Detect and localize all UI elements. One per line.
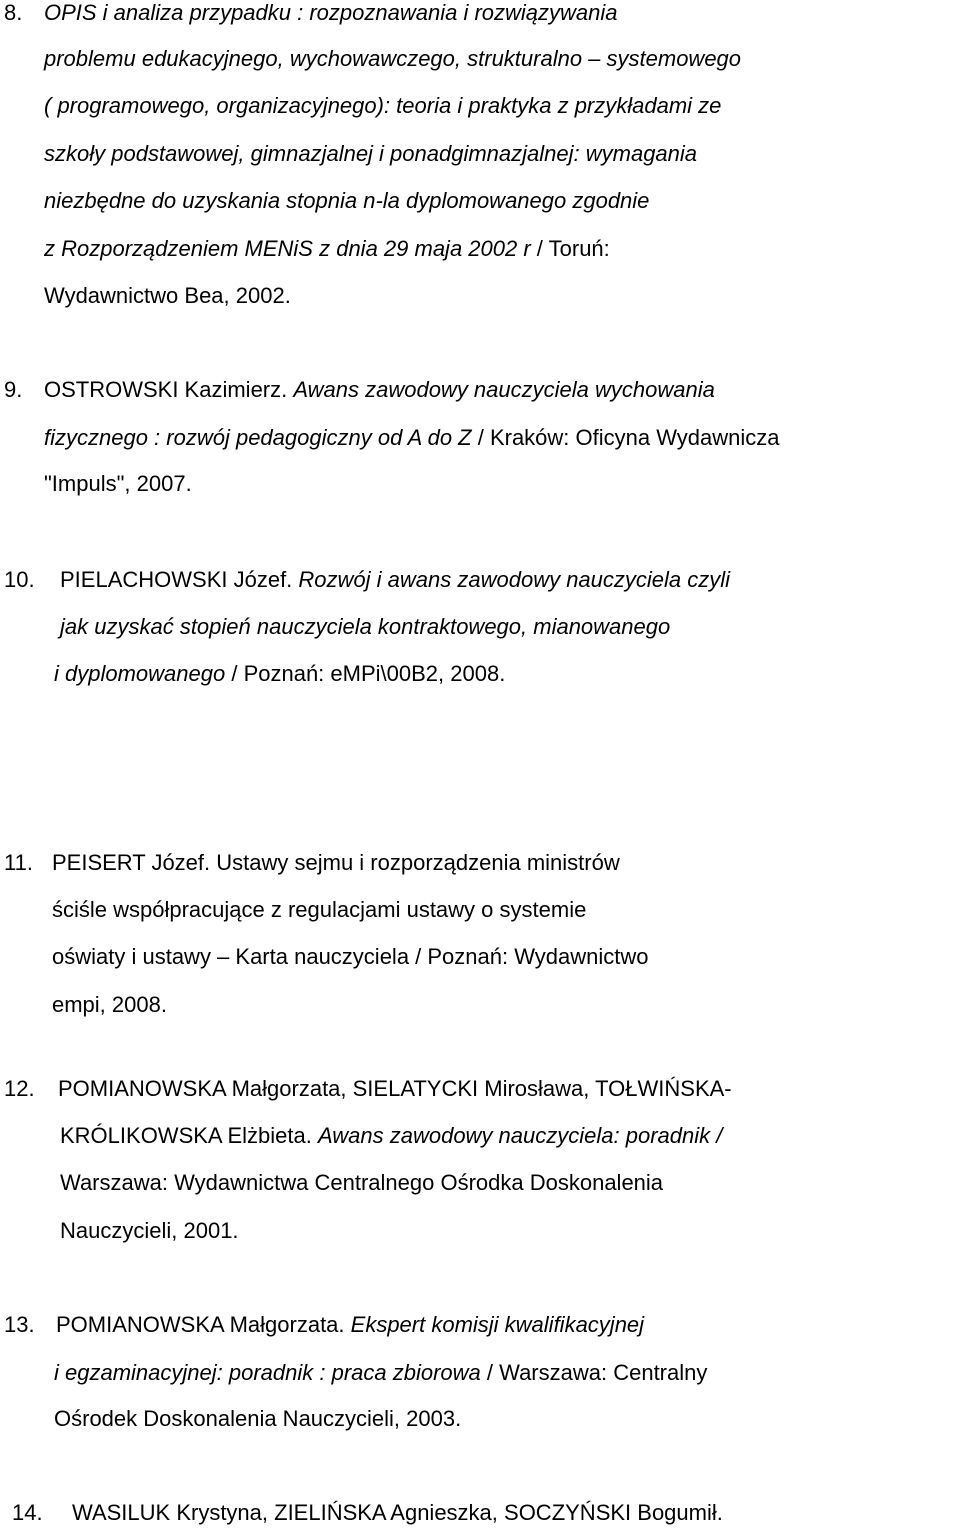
entry-line: Ośrodek Doskonalenia Nauczycieli, 2003. <box>54 1406 462 1431</box>
entry-number: 8. <box>4 0 23 25</box>
entry-line: oświaty i ustawy – Karta nauczyciela / Poznań: Wydawnictwo <box>52 944 649 969</box>
entry-line: empi, 2008. <box>52 992 167 1017</box>
entry-line: jak uzyskać stopień nauczyciela kontraktowego, mianowanego <box>60 614 671 639</box>
entry-line: POMIANOWSKA Małgorzata, SIELATYCKI Mirosława, TOŁWIŃSKA- <box>58 1076 732 1101</box>
entry-number: 11. <box>4 850 33 875</box>
entry-line: KRÓLIKOWSKA Elżbieta. Awans zawodowy nauczyciela: poradnik / <box>60 1123 723 1148</box>
entry-line: "Impuls", 2007. <box>44 471 192 496</box>
entry-line: i egzaminacyjnej: poradnik : praca zbiorowa / Warszawa: Centralny <box>54 1360 708 1385</box>
entry-line: Wydawnictwo Bea, 2002. <box>44 283 291 308</box>
entry-line: OPIS i analiza przypadku : rozpoznawania i rozwiązywania <box>44 0 618 25</box>
entry-number: 14. <box>12 1500 43 1525</box>
entry-line: Warszawa: Wydawnictwa Centralnego Ośrodka Doskonalenia <box>60 1170 664 1195</box>
entry-line: fizycznego : rozwój pedagogiczny od A do Z / Kraków: Oficyna Wydawnicza <box>44 425 780 450</box>
entry-line: PEISERT Józef. Ustawy sejmu i rozporządzenia ministrów <box>52 850 620 875</box>
entry-line: ściśle współpracujące z regulacjami ustawy o systemie <box>52 897 587 922</box>
entry-line: Nauczycieli, 2001. <box>60 1218 239 1243</box>
entry-line: POMIANOWSKA Małgorzata. Ekspert komisji kwalifikacyjnej <box>56 1312 645 1337</box>
entry-line: z Rozporządzeniem MENiS z dnia 29 maja 2002 r / Toruń: <box>44 236 610 261</box>
entry-number: 9. <box>4 377 23 402</box>
entry-number: 13. <box>4 1312 35 1337</box>
entry-line: problemu edukacyjnego, wychowawczego, strukturalno – systemowego <box>44 46 742 71</box>
entry-number: 12. <box>4 1076 35 1101</box>
entry-line: OSTROWSKI Kazimierz. Awans zawodowy nauczyciela wychowania <box>44 377 715 402</box>
entry-line: PIELACHOWSKI Józef. Rozwój i awans zawodowy nauczyciela czyli <box>60 567 731 592</box>
entry-line: ( programowego, organizacyjnego): teoria i praktyka z przykładami ze <box>44 93 722 118</box>
entry-line: niezbędne do uzyskania stopnia n-la dyplomowanego zgodnie <box>44 188 650 213</box>
entry-line: i dyplomowanego / Poznań: eMPi\00B2, 2008. <box>54 661 506 686</box>
entry-line: szkoły podstawowej, gimnazjalnej i ponadgimnazjalnej: wymagania <box>44 141 698 166</box>
entry-number: 10. <box>4 567 35 592</box>
entry-line: WASILUK Krystyna, ZIELIŃSKA Agnieszka, SOCZYŃSKI Bogumił. <box>72 1500 723 1525</box>
